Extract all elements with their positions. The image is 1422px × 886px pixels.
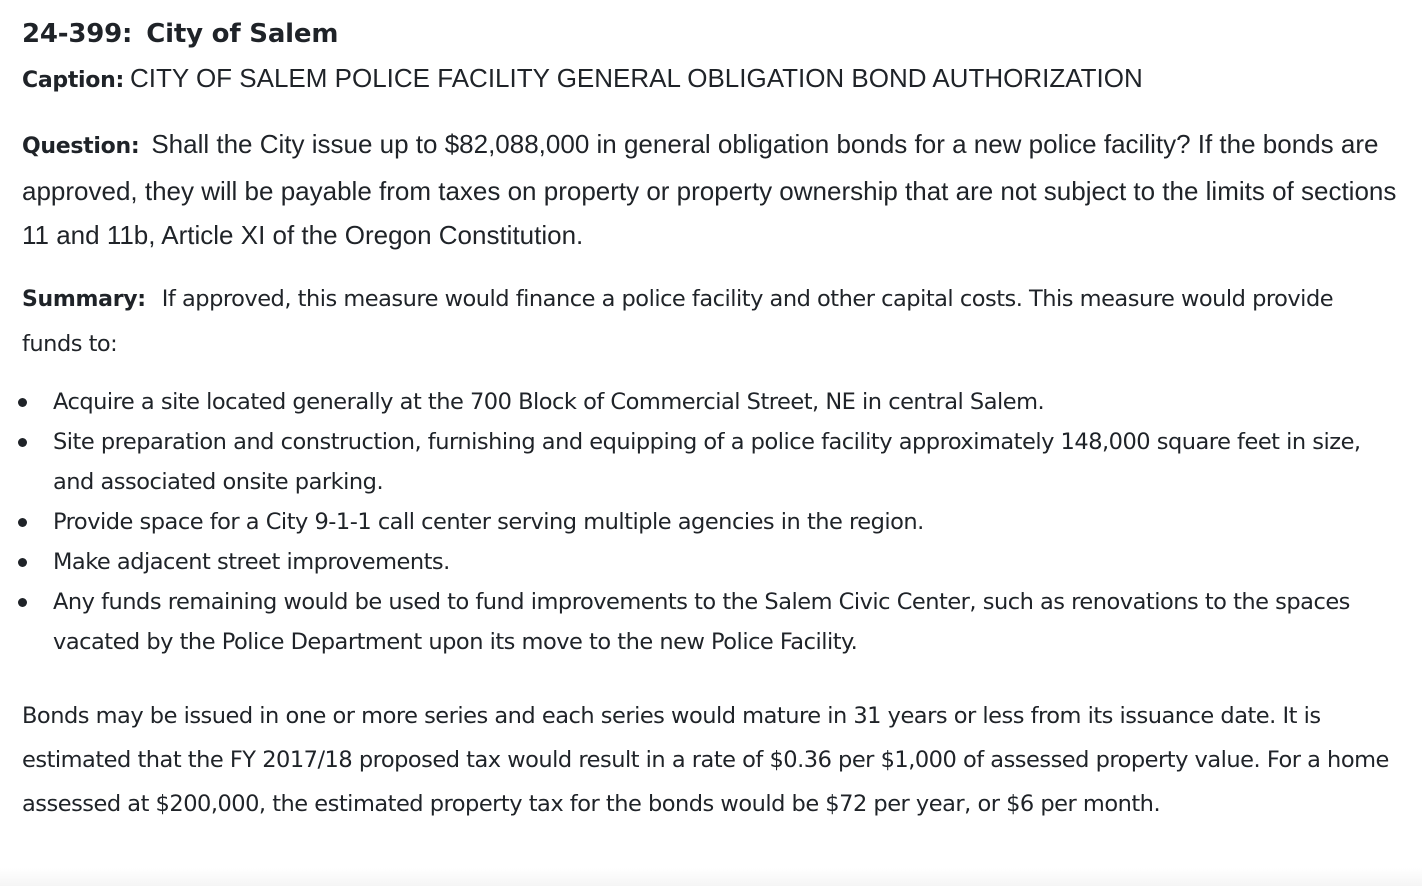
bullet-dot-icon [18, 398, 27, 407]
list-item-text: Make adjacent street improvements. [53, 549, 450, 575]
jurisdiction-name: City of Salem [146, 19, 339, 49]
bullet-dot-icon [18, 518, 27, 527]
summary-paragraph [22, 277, 1398, 366]
list-item [22, 542, 1398, 582]
list-item-text: Acquire a site located generally at the 700 Block of Commercial Street, NE in central Salem. [53, 389, 1045, 415]
caption-row [22, 62, 1398, 94]
bonds-paragraph: Bonds may be issued in one or more series and each series would mature in 31 years or less from its issuance date. It is estimated that the FY 2017/18 proposed tax would result in a rate of $0.36 per $1,000 of assessed property value. For a home assessed at $200,000, the estimated property tax for the bonds would be $72 per year, or $6 per month. [22, 703, 1389, 817]
list-item [22, 502, 1398, 542]
list-item [22, 422, 1398, 502]
caption-text: CITY OF SALEM POLICE FACILITY GENERAL OBLIGATION BOND AUTHORIZATION [129, 63, 1143, 93]
question-label: Question: [22, 134, 140, 159]
question-paragraph [22, 122, 1398, 257]
measure-number: 24-399: [22, 19, 133, 49]
bullet-dot-icon [18, 598, 27, 607]
list-item-text: Site preparation and construction, furnishing and equipping of a police facility approximately 148,000 square feet in size, and associated onsite parking. [53, 429, 1361, 495]
list-item [22, 382, 1398, 422]
summary-text: If approved, this measure would finance a police facility and other capital costs. This measure would provide funds to: [22, 286, 1334, 357]
measure-title [22, 0, 1398, 52]
summary-label: Summary: [22, 287, 146, 312]
list-item-text: Any funds remaining would be used to fund improvements to the Salem Civic Center, such as renovations to the spaces vacated by the Police Department upon its move to the new Police Facility. [53, 589, 1350, 655]
summary-bullet-list [22, 382, 1398, 662]
list-item-text: Provide space for a City 9-1-1 call center serving multiple agencies in the region. [53, 509, 924, 535]
bullet-dot-icon [18, 558, 27, 567]
list-item [22, 582, 1398, 662]
bullet-dot-icon [18, 438, 27, 447]
question-text: Shall the City issue up to $82,088,000 in general obligation bonds for a new police facility? If the bonds are approved, they will be payable from taxes on property or property ownership that are not subject to the limits of sections 11 and 11b, Article XI of the Oregon Constitution. [22, 129, 1397, 250]
caption-label: Caption: [22, 68, 124, 93]
